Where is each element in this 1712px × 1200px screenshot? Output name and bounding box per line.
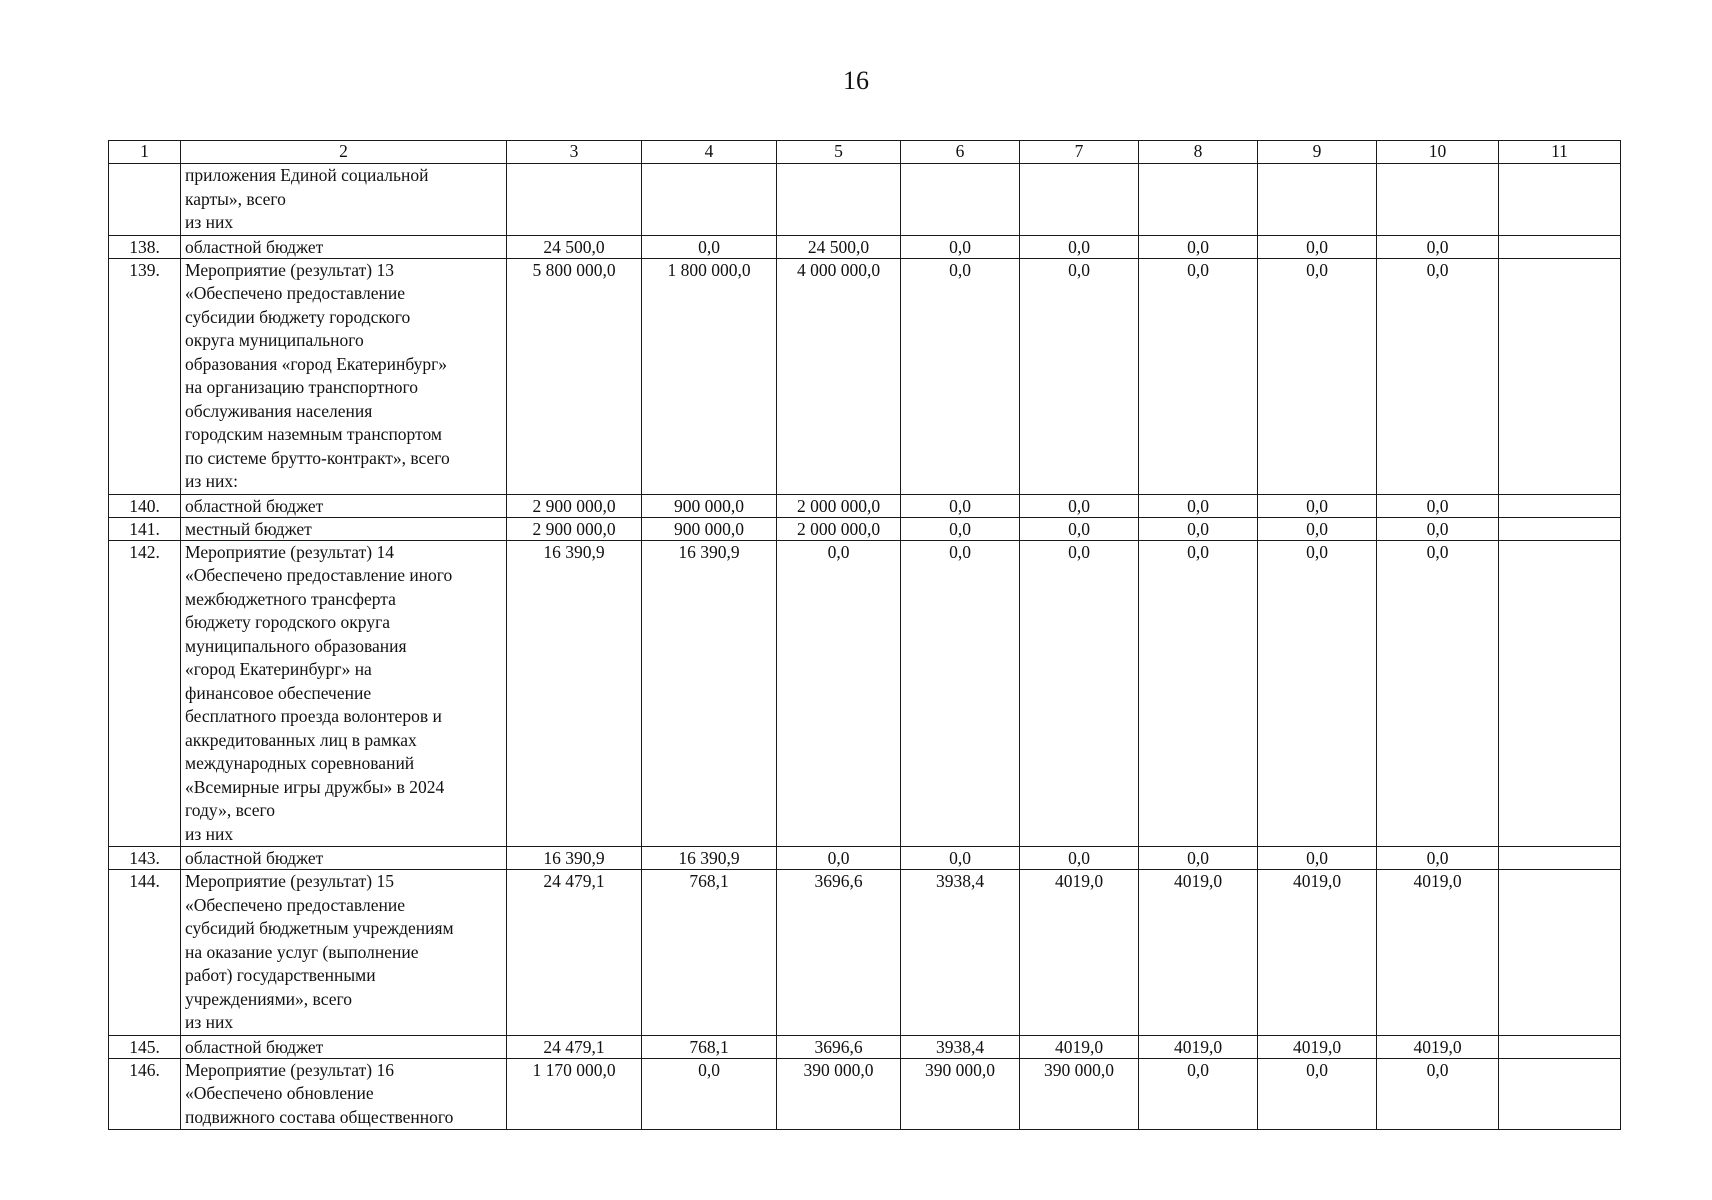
value-cell <box>1499 494 1621 517</box>
value-cell: 0,0 <box>1377 235 1499 258</box>
value-cell: 0,0 <box>1258 847 1377 870</box>
value-cell: 16 390,9 <box>507 540 642 847</box>
value-cell <box>1499 870 1621 1036</box>
row-number: 145. <box>109 1035 181 1058</box>
value-cell: 900 000,0 <box>642 494 777 517</box>
value-cell: 4019,0 <box>1139 1035 1258 1058</box>
row-description: приложения Единой социальной карты», всего из них <box>181 164 507 236</box>
column-header: 3 <box>507 141 642 164</box>
value-cell: 0,0 <box>1139 847 1258 870</box>
value-cell: 0,0 <box>1258 258 1377 494</box>
column-header: 7 <box>1020 141 1139 164</box>
value-cell: 16 390,9 <box>642 847 777 870</box>
table-row <box>109 494 1621 517</box>
budget-table <box>108 140 1621 1130</box>
value-cell: 0,0 <box>901 235 1020 258</box>
table-row <box>109 258 1621 494</box>
value-cell <box>1499 1058 1621 1130</box>
table-row <box>109 1035 1621 1058</box>
value-cell: 0,0 <box>1020 494 1139 517</box>
value-cell: 0,0 <box>1258 1058 1377 1130</box>
value-cell: 16 390,9 <box>507 847 642 870</box>
column-header: 8 <box>1139 141 1258 164</box>
column-header: 2 <box>181 141 507 164</box>
table-row <box>109 540 1621 847</box>
row-description: областной бюджет <box>181 235 507 258</box>
value-cell: 2 000 000,0 <box>777 517 901 540</box>
value-cell: 1 800 000,0 <box>642 258 777 494</box>
table-row <box>109 1058 1621 1130</box>
value-cell: 0,0 <box>777 847 901 870</box>
value-cell: 0,0 <box>1377 517 1499 540</box>
table-row <box>109 517 1621 540</box>
value-cell: 5 800 000,0 <box>507 258 642 494</box>
value-cell: 0,0 <box>901 517 1020 540</box>
row-number: 144. <box>109 870 181 1036</box>
row-number: 138. <box>109 235 181 258</box>
value-cell: 0,0 <box>1020 258 1139 494</box>
value-cell: 0,0 <box>1139 494 1258 517</box>
value-cell: 0,0 <box>1139 517 1258 540</box>
value-cell: 2 000 000,0 <box>777 494 901 517</box>
value-cell: 0,0 <box>642 1058 777 1130</box>
row-number <box>109 164 181 236</box>
value-cell: 4019,0 <box>1139 870 1258 1036</box>
row-number: 141. <box>109 517 181 540</box>
value-cell: 0,0 <box>1258 494 1377 517</box>
value-cell: 390 000,0 <box>777 1058 901 1130</box>
value-cell: 0,0 <box>1139 235 1258 258</box>
value-cell: 0,0 <box>901 258 1020 494</box>
value-cell: 2 900 000,0 <box>507 494 642 517</box>
value-cell <box>1499 235 1621 258</box>
row-number: 139. <box>109 258 181 494</box>
value-cell <box>1499 847 1621 870</box>
value-cell: 4019,0 <box>1377 870 1499 1036</box>
row-number: 143. <box>109 847 181 870</box>
value-cell: 3938,4 <box>901 870 1020 1036</box>
table-row <box>109 164 1621 236</box>
table-row <box>109 235 1621 258</box>
value-cell: 3696,6 <box>777 1035 901 1058</box>
value-cell: 24 479,1 <box>507 870 642 1036</box>
value-cell: 4019,0 <box>1020 1035 1139 1058</box>
column-header: 11 <box>1499 141 1621 164</box>
row-number: 146. <box>109 1058 181 1130</box>
column-header: 4 <box>642 141 777 164</box>
column-header: 10 <box>1377 141 1499 164</box>
value-cell: 4 000 000,0 <box>777 258 901 494</box>
value-cell: 24 500,0 <box>507 235 642 258</box>
value-cell: 390 000,0 <box>901 1058 1020 1130</box>
page-number: 16 <box>843 66 869 95</box>
value-cell: 24 500,0 <box>777 235 901 258</box>
value-cell: 0,0 <box>1258 540 1377 847</box>
value-cell: 0,0 <box>1139 1058 1258 1130</box>
column-header: 9 <box>1258 141 1377 164</box>
table-row <box>109 847 1621 870</box>
row-description: Мероприятие (результат) 14 «Обеспечено предоставление иного межбюджетного трансферта бюджету городского округа муниципального образования «город Екатеринбург» на финансовое обеспечение бесплатного проезда волонтеров и аккредитованных лиц в рамках международных соревнований «Всемирные игры дружбы» в 2024 году», всего из них <box>181 540 507 847</box>
value-cell: 0,0 <box>1377 847 1499 870</box>
value-cell: 24 479,1 <box>507 1035 642 1058</box>
row-description: Мероприятие (результат) 15 «Обеспечено предоставление субсидий бюджетным учреждениям на оказание услуг (выполнение работ) государственными учреждениями», всего из них <box>181 870 507 1036</box>
value-cell: 16 390,9 <box>642 540 777 847</box>
value-cell: 3696,6 <box>777 870 901 1036</box>
row-number: 140. <box>109 494 181 517</box>
value-cell: 0,0 <box>1377 1058 1499 1130</box>
value-cell <box>1139 164 1258 236</box>
value-cell: 0,0 <box>1020 540 1139 847</box>
value-cell: 390 000,0 <box>1020 1058 1139 1130</box>
value-cell: 768,1 <box>642 1035 777 1058</box>
value-cell: 0,0 <box>1258 517 1377 540</box>
value-cell <box>507 164 642 236</box>
value-cell: 3938,4 <box>901 1035 1020 1058</box>
value-cell: 2 900 000,0 <box>507 517 642 540</box>
column-header: 6 <box>901 141 1020 164</box>
value-cell <box>1499 258 1621 494</box>
value-cell: 0,0 <box>1377 258 1499 494</box>
value-cell: 4019,0 <box>1020 870 1139 1036</box>
value-cell: 0,0 <box>901 847 1020 870</box>
value-cell: 4019,0 <box>1258 1035 1377 1058</box>
header-row <box>109 141 1621 164</box>
value-cell: 4019,0 <box>1377 1035 1499 1058</box>
row-description: областной бюджет <box>181 847 507 870</box>
row-description: областной бюджет <box>181 1035 507 1058</box>
value-cell: 1 170 000,0 <box>507 1058 642 1130</box>
row-description: Мероприятие (результат) 16 «Обеспечено обновление подвижного состава общественного <box>181 1058 507 1130</box>
row-number: 142. <box>109 540 181 847</box>
value-cell: 4019,0 <box>1258 870 1377 1036</box>
column-header: 1 <box>109 141 181 164</box>
value-cell: 0,0 <box>1020 847 1139 870</box>
value-cell: 0,0 <box>1377 494 1499 517</box>
value-cell: 900 000,0 <box>642 517 777 540</box>
value-cell: 0,0 <box>1020 517 1139 540</box>
value-cell: 0,0 <box>642 235 777 258</box>
value-cell: 0,0 <box>1020 235 1139 258</box>
value-cell: 768,1 <box>642 870 777 1036</box>
value-cell: 0,0 <box>777 540 901 847</box>
value-cell: 0,0 <box>901 540 1020 847</box>
value-cell: 0,0 <box>1139 258 1258 494</box>
value-cell: 0,0 <box>901 494 1020 517</box>
value-cell <box>1377 164 1499 236</box>
value-cell <box>777 164 901 236</box>
value-cell <box>642 164 777 236</box>
row-description: местный бюджет <box>181 517 507 540</box>
value-cell: 0,0 <box>1377 540 1499 847</box>
row-description: Мероприятие (результат) 13 «Обеспечено предоставление субсидии бюджету городского округа муниципального образования «город Екатеринбург» на организацию транспортного обслуживания населения городским наземным транспортом по системе брутто-контракт», всего из них: <box>181 258 507 494</box>
value-cell <box>1020 164 1139 236</box>
value-cell <box>1258 164 1377 236</box>
value-cell: 0,0 <box>1139 540 1258 847</box>
value-cell: 0,0 <box>1258 235 1377 258</box>
value-cell <box>1499 517 1621 540</box>
value-cell <box>1499 1035 1621 1058</box>
value-cell <box>1499 164 1621 236</box>
value-cell <box>901 164 1020 236</box>
column-header: 5 <box>777 141 901 164</box>
value-cell <box>1499 540 1621 847</box>
row-description: областной бюджет <box>181 494 507 517</box>
table-row <box>109 870 1621 1036</box>
